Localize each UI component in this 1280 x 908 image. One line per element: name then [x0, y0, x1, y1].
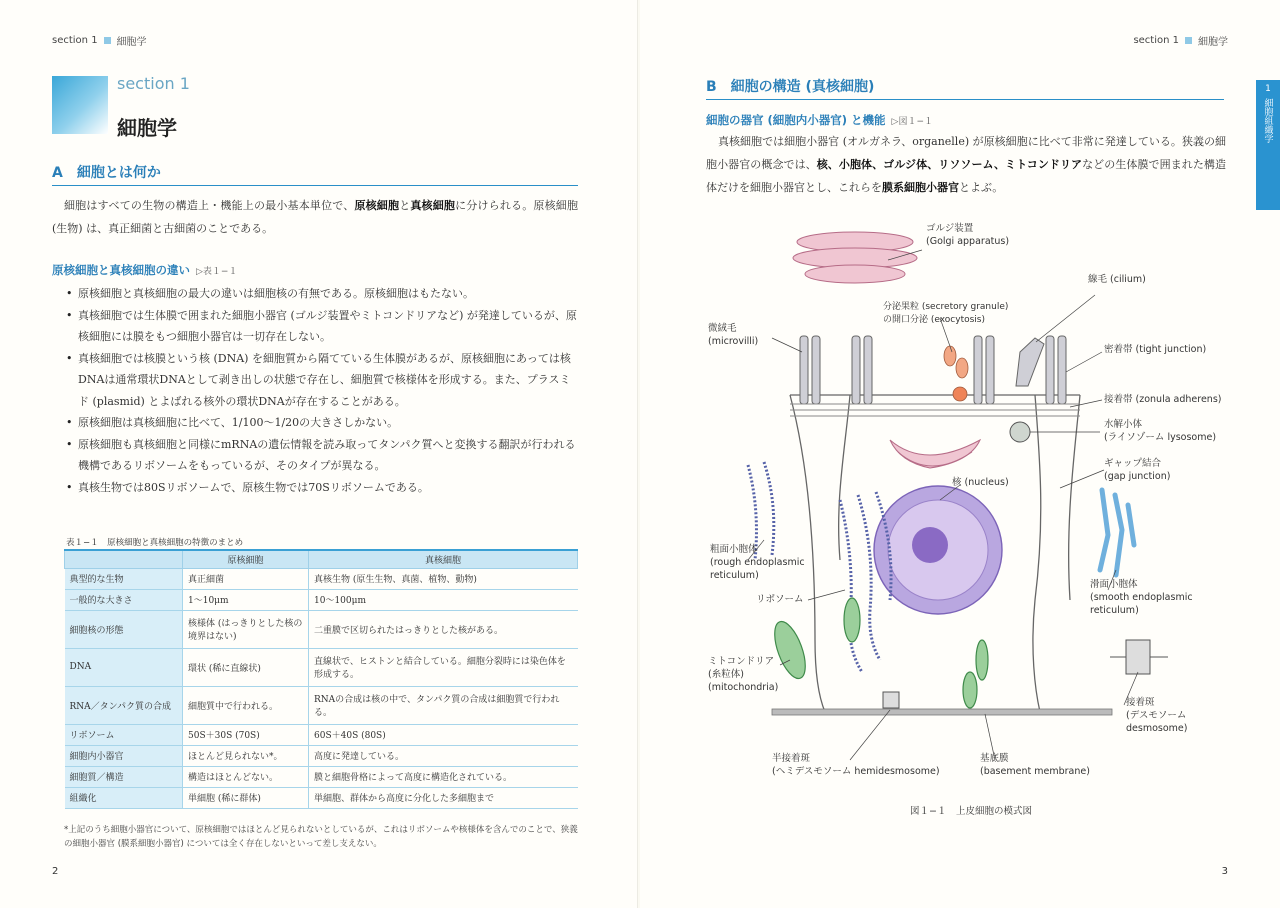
smooth-er-shape	[1100, 490, 1134, 575]
table-caption: 表１−１ 原核細胞と真核細胞の特徴のまとめ	[66, 538, 244, 548]
section-label: section 1	[117, 74, 190, 93]
golgi-top-shape	[793, 232, 917, 283]
mitochondria-shape	[768, 598, 988, 708]
table-row: 細胞内小器官 ほとんど見られない*。 高度に発達している。	[65, 745, 578, 766]
bullet-list	[64, 283, 578, 498]
list-item: • 真核細胞では生体膜で囲まれた細胞小器官 (ゴルジ装置やミトコンドリアなど) が発達しているが、原核細胞には膜をもつ細胞小器官は一切存在しない。	[64, 305, 578, 348]
table-header-row	[65, 550, 578, 568]
square-marker	[104, 37, 111, 44]
label-tight-junction: 密着帯 (tight junction)	[1104, 344, 1207, 355]
section-color-block	[52, 76, 108, 134]
list-item: • 真核細胞では核膜という核 (DNA) を細胞質から隔てている生体膜があるが、原核細胞にあっては核DNAは通常環状DNAとして剥き出しの状態で存在し、細胞質で核様体を形成する。また、プラスミド (plasmid) とよばれる核外の環状DNAが存在することがある。	[64, 348, 578, 413]
list-item: • 真核生物では80Sリボソームで、原核生物では70Sリボソームである。	[64, 477, 578, 499]
footnote: *上記のうち細胞小器官について、原核細胞ではほとんど見られないとしているが、これはリボソームや核様体を含んでのことで、狭義の細胞小器官 (膜系細胞小器官) については全く存在しないといって差し支えない。	[64, 825, 578, 849]
label-smooth-er: 滑面小胞体 (smooth endoplasmic reticulum)	[1090, 579, 1193, 616]
heading-a: A 細胞とは何か	[52, 162, 578, 186]
lysosome-shape	[1010, 422, 1030, 442]
list-item: • 原核細胞と真核細胞の最大の違いは細胞核の有無である。原核細胞はもたない。	[64, 283, 578, 305]
list-item: • 原核細胞も真核細胞と同様にmRNAの遺伝情報を読み取ってタンパク質へと変換する翻訳が行われる機構であるリボソームをもっているが、そのタイプが異なる。	[64, 434, 578, 477]
left-page	[0, 0, 638, 908]
label-gap-junction: ギャップ結合 (gap junction)	[1104, 458, 1171, 482]
running-head-left: section 1 細胞学	[52, 35, 147, 48]
label-ribosome: リボソーム	[756, 594, 804, 605]
heading-b: B 細胞の構造 (真核細胞)	[706, 76, 1224, 100]
table-row: 細胞核の形態 核様体 (はっきりとした核の境界はない) 二重膜で区切られたはっきりとした核がある。	[65, 610, 578, 648]
subheading-right: 細胞の器官 (細胞内小器官) と機能 ▷図１−１	[706, 113, 933, 127]
table-row: DNA 環状 (稀に直線状) 直線状で、ヒストンと結合している。細胞分裂時には染色体を形成する。	[65, 648, 578, 686]
secretory-granule-shape	[944, 346, 968, 401]
desmosome-shape	[1110, 640, 1168, 674]
label-golgi: ゴルジ装置 (Golgi apparatus)	[926, 223, 1010, 247]
table-row: 組織化 単細胞 (稀に群体) 単細胞、群体から高度に分化した多細胞まで	[65, 787, 578, 808]
label-desmosome: 接着斑 (デスモソーム desmosome)	[1126, 697, 1188, 734]
label-nucleus: 核 (nucleus)	[952, 477, 1009, 488]
table-row: リボソーム 50S＋30S (70S) 60S＋40S (80S)	[65, 724, 578, 745]
label-basement: 基底膜 (basement membrane)	[980, 753, 1090, 777]
label-zonula: 接着帯 (zonula adherens)	[1104, 394, 1222, 405]
nucleus-shape	[874, 486, 1002, 614]
running-head-right: section 1 細胞学	[1133, 35, 1228, 48]
label-rough-er: 粗面小胞体 (rough endoplasmic reticulum)	[710, 544, 805, 581]
table-row: 典型的な生物 真正細菌 真核生物 (原生生物、真菌、植物、動物)	[65, 568, 578, 589]
table-row: RNA／タンパク質の合成 細胞質中で行われる。 RNAの合成は核の中で、タンパク質の合成は細胞質で行われる。	[65, 686, 578, 724]
golgi-inner-shape	[890, 440, 980, 468]
table-header	[65, 550, 183, 568]
table-row: 細胞質／構造 構造はほとんどない。 膜と細胞骨格によって高度に構造化されている。	[65, 766, 578, 787]
hemidesmosome-shape	[883, 692, 899, 708]
chapter-tab: 1 細胞組織学	[1256, 80, 1280, 210]
label-hemidesmosome: 半接着斑 (ヘミデスモソーム hemidesmosome)	[772, 753, 940, 777]
label-cilium: 線毛 (cilium)	[1088, 274, 1146, 285]
label-lysosome: 水解小体 (ライソゾーム lysosome)	[1104, 419, 1217, 443]
table-header: 真核細胞	[309, 550, 578, 568]
right-page	[640, 0, 1280, 908]
subheading-left: 原核細胞と真核細胞の違い ▷表１−１	[52, 263, 238, 277]
basement-membrane-shape	[772, 709, 1112, 715]
label-microvilli: 微絨毛 (microvilli)	[708, 323, 759, 347]
intro-paragraph-right: 真核細胞では細胞小器官 (オルガネラ、organelle) が原核細胞に比べて非常に発達している。狭義の細胞小器官の概念では、核、小胞体、ゴルジ体、リソソーム、ミトコンドリアなどの生体膜で囲まれた構造体だけを細胞小器官とし、これらを膜系細胞小器官とよぶ。	[706, 135, 1226, 194]
table-row: 一般的な大きさ 1〜10μm 10〜100μm	[65, 589, 578, 610]
list-item: • 原核細胞は真核細胞に比べて、1/100〜1/20の大きさしかない。	[64, 412, 578, 434]
comparison-table	[64, 549, 578, 809]
figure-caption: 図１−１ 上皮細胞の模式図	[910, 806, 1032, 817]
page-number-left: 2	[52, 866, 59, 877]
page-number-right: 3	[1221, 866, 1228, 877]
cilium-shape	[1016, 338, 1044, 386]
label-secretory: 分泌果粒 (secretory granule) の開口分泌 (exocytosis)	[883, 302, 1009, 325]
intro-paragraph: 細胞はすべての生物の構造上・機能上の最小基本単位で、原核細胞と真核細胞に分けられる。原核細胞 (生物) は、真正細菌と古細菌のことである。	[52, 199, 578, 235]
table-header: 原核細胞	[183, 550, 309, 568]
section-title: 細胞学	[117, 116, 177, 140]
label-mitochondria: ミトコンドリア (糸粒体) (mitochondria)	[708, 656, 779, 693]
epithelial-cell-diagram	[640, 0, 1280, 908]
